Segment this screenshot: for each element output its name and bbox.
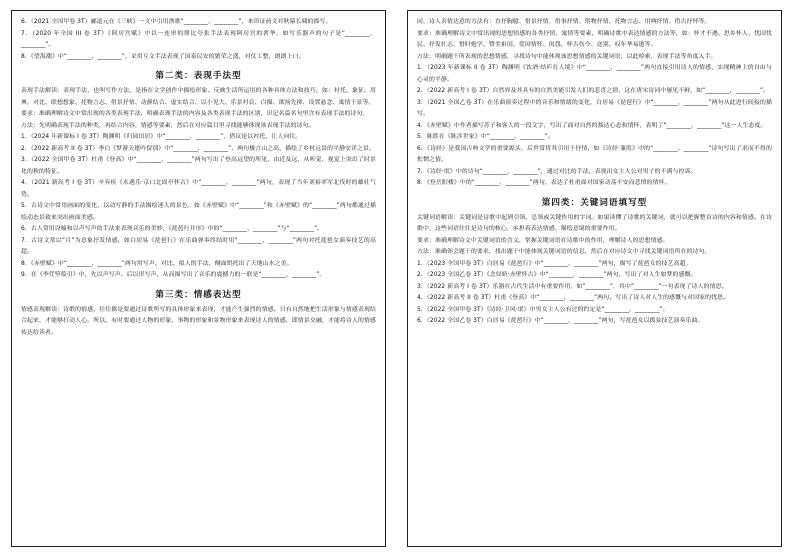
question-paragraph: 6．（2021 全国甲卷 3T）郦道元在《三峡》一文中引用渔歌“________，________”，来印证前文对秋猿长啸的描写。: [21, 19, 332, 25]
question-paragraph: 4．（2022 新高考 II 卷 3T）杜甫《登高》中“________，________”两句，写出了诗人对人生的感慨与对国家的忧思。: [417, 295, 730, 301]
question-paragraph: 方法：准确领会题干的要求，找出题干中能体现关键词语的信息，然后在对应诗文中寻找关键词语所在的诗句。: [417, 249, 711, 255]
question-paragraph: 要求：准确理解诗文中常出现的思想情感的各类抒情、寓情等要素，明确诗歌中表达情感的方法等，如：怀才不遇、思乡怀人、忧国忧民、抒发壮志、惜时勉学、赞美祖国、爱国情怀、闺怨、怀古伤今、送别、叹年华易逝等。: [417, 30, 772, 48]
question-paragraph: 4．《赤壁赋》中作者描写苏子和客人的一段文字，写出了面对自然的豁达心态和情怀，表明了“________，________”这一人生态度。: [417, 122, 767, 129]
question-paragraph: 4．（2021 新高考 I 卷 3T）辛弃疾《永遇乐·京口北固亭怀古》中“________，________”两句，表现了当年刘裕率军北伐时的雄壮气势。: [21, 180, 376, 198]
question-paragraph: 要求：准确理解诗文中关键词语的含义，掌握关键词语在诗歌中的作用，理解诗人的思想情感。: [417, 237, 669, 244]
question-paragraph: 1．（2023 全国甲卷 3T）白居易《琵琶行》中“________，________”两句，描写了琵琶女的技艺高超。: [417, 260, 692, 267]
question-paragraph: 6．《诗经》是我国古典文学的重要源头，后世常将其引用于抒情，如《诗经·蒹葭》中的“________，________”诗句写出了求而不得的怅惘之情。: [417, 145, 772, 163]
section-heading: 第二类：表现手法型: [155, 71, 242, 81]
question-paragraph: 5．陈胜在《陈涉世家》中“________，________”。: [417, 134, 554, 140]
question-paragraph: 2．（2022 新高考 I 卷 3T）自然界及其具有的自然美能引发人们的悲喜之情，这在唐宋诗词中屡见不鲜，如“________，________”。: [417, 88, 770, 94]
left-page: [11, 10, 386, 547]
question-paragraph: 3．（2022 新高考 I 卷 3T）乐器在古代生活中有重要作用，如“________”，其中“________”一句表现了诗人的情思。: [417, 283, 728, 290]
question-paragraph: 5．古诗文中常用画面的变化，以动写静的手法描绘迷人的景色，如《赤壁赋》中“________”和《赤壁赋》的“________”两句都通过描绘动态景致来突出画面美感。: [21, 203, 376, 221]
question-paragraph: 9．在《李凭箜篌引》中，先以声写声、后以形写声，从而描写出了音乐的震撼力的一联是“________，________”。: [21, 272, 326, 278]
question-paragraph: 方法：先明确表现手法的种类，再结合内容，情感等要素，然后在对应篇目里寻找能够体现该表现手法的诗句。: [21, 122, 315, 129]
question-paragraph: 方法：明确题干所表现的思想情感，寻找诗句中能体现该思想情感的关键词语，以此检索，表现手法等角度入手。: [417, 53, 717, 60]
question-paragraph: 1．（2023 年新课标 II 卷 3T）陶渊明《饮酒·结庐在人境》中“________，________”两句直接引用诗人的情感，实现精神上的自由与心灵的平静。: [417, 65, 772, 83]
question-paragraph: 6．（2022 全国乙卷 3T）白居易《琵琶行》中“________，________”两句，写琵琶女以拨弦技艺演奏乐曲。: [417, 318, 704, 324]
question-paragraph: 8．《望海潮》中“________，________”，采用互文手法表现了国泰民安的繁荣之盛，对仗工整，朗朗上口。: [21, 53, 305, 60]
question-paragraph: 3．（2022 全国甲卷 3T）杜甫《登高》中“________，________”两句写出了登高远望的所见，由近及远，从听觉、视觉上突出了时景化的秋的特征。: [21, 157, 376, 175]
question-paragraph: 3．（2021 全国乙卷 3T）在乐曲演奏过程中的音乐和情绪的变化，白居易《琵琶行》中“________，________”两句从此进行间接的描写。: [417, 99, 772, 117]
section-heading: 第三类：情感表达型: [155, 289, 242, 300]
question-paragraph: 关键词语解读：关键词是诗歌中起到引领、总领或关键作用的字词。如果读懂了诗歌的关键词，就可以把握整首诗的内容和情感。在诗歌中，这些词语往往是诗句的核心，承担着表达情感、描绘意境的重要作用。: [417, 214, 772, 232]
question-paragraph: 8．《赤壁赋》中“________，________”两句用写声、对比、拟人的手法，侧面烘托出了天地山水之美。: [21, 260, 293, 267]
question-paragraph: 5．（2022 全国甲卷 3T）《诗经·卫风·氓》中男女主人公有过的约定是“________，________”。: [417, 306, 669, 313]
question-paragraph: 7．（2020 年全国 III 卷 3T）《阿房宫赋》中以一连串的排比夸张手法表现阿房宫的奢华，如写乐器声的句子是“________，________”。: [21, 30, 376, 48]
question-paragraph: 要求：准确理解诗文中常出现的各类表现手法，明确表现手法的内容及各类表现手法的区别，识记名篇名句里含有表现手法的诗句。: [21, 111, 369, 117]
question-paragraph: 2．（2023 全国乙卷 3T）《念奴娇·赤壁怀古》中“________，________”两句，写出了对人生如梦的感慨。: [417, 272, 697, 278]
question-paragraph: 8．《登岳阳楼》中的“________，________”两句，表达了杜甫面对国家动荡不安而悲愤的情怀。: [417, 180, 671, 186]
question-paragraph: 2．（2022 新高考 II 卷 3T）李白《梦游天姥吟留别》中“________，________”，两句极言山之高，描绘了乡村远景的平静安详之景。: [21, 145, 376, 152]
question-paragraph: 7．古诗文常以“月”为意象抒发情感，如白居易《琵琶行》在乐曲弹奏终结时用“________，________”两句对托琵琶女演奏技艺的高超。: [21, 237, 376, 255]
question-paragraph: 1．（2024 年新课标 I 卷 3T）陶渊明《归园田居》中“________，________”，借议论以衬托，让人向往。: [21, 134, 302, 140]
section-heading: 第四类：关键词语填写型: [541, 197, 648, 208]
question-paragraph: 情感表现解读：诗歌的情感，往往都是要通过诗歌所写的具体形象来表现，才能产生强烈的情感。只有自然地把生活形象与情感表现结合起来，才能够打动人心。所以，有时要通过人物的形象、事物的形象和景物形象来表现诗人的情感，即情景交融，才能将诗人的情感传达给读者。: [21, 306, 376, 336]
question-paragraph: 表现手法解读：表现手法，也叫写作方法，是指在文学创作中描绘形象、反映生活所运用的各种具体方法和技巧。如：衬托、象征、用典、对比、联想想象、托物言志、借景抒情、动静结合、虚实结合、以小见大、乐景衬哀、白描、欲扬先抑、设置悬念、寓情于景等。: [21, 88, 376, 106]
right-page: [407, 10, 782, 547]
question-paragraph: 同，诗人表情达意的方法有：直抒胸臆、借景抒情、借事抒情、借物抒情、托物言志、用典抒情、借古抒怀等。: [417, 19, 711, 25]
question-paragraph: 6．古人常用设喻和以声写声的手法来表现音乐的美妙，《琵琶行并序》中的“________，________”与“________”。: [21, 226, 324, 232]
question-paragraph: 7．《诗经·氓》中的诗句“________，________”，通过对比的手法，表现出女主人公对男子的不满与控诉。: [417, 168, 697, 175]
